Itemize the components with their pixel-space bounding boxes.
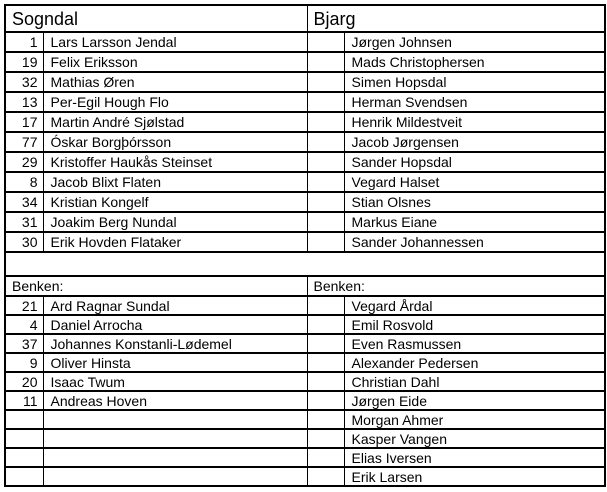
player-number-cell[interactable] [307, 410, 344, 429]
player-number-cell[interactable] [5, 410, 43, 429]
starter-row [5, 112, 605, 132]
starter-row [5, 92, 605, 112]
player-number-cell[interactable] [307, 32, 344, 52]
player-number-cell[interactable]: 34 [5, 192, 43, 212]
player-number-cell[interactable] [307, 172, 344, 192]
starter-row [5, 32, 605, 52]
player-number-cell[interactable] [307, 353, 344, 372]
player-name-cell[interactable]: Sander Johannessen [344, 232, 605, 252]
bench-section [5, 296, 605, 486]
player-name-cell[interactable]: Kristian Kongelf [43, 192, 307, 212]
bench-row [5, 467, 605, 486]
player-name-cell[interactable]: Joakim Berg Nundal [43, 212, 307, 232]
player-name-cell[interactable]: Jacob Blixt Flaten [43, 172, 307, 192]
player-name-cell[interactable]: Martin André Sjølstad [43, 112, 307, 132]
player-name-cell[interactable]: Ard Ragnar Sundal [43, 296, 307, 315]
bench-row [5, 334, 605, 353]
player-number-cell[interactable] [5, 467, 43, 486]
player-name-cell[interactable]: Even Rasmussen [344, 334, 605, 353]
player-number-cell[interactable]: 8 [5, 172, 43, 192]
player-name-cell[interactable]: Erik Hovden Flataker [43, 232, 307, 252]
player-number-cell[interactable] [5, 429, 43, 448]
player-name-cell[interactable]: Alexander Pedersen [344, 353, 605, 372]
separator-row [5, 252, 605, 276]
player-name-cell[interactable]: Andreas Hoven [43, 391, 307, 410]
player-number-cell[interactable] [307, 296, 344, 315]
team-header-sogndal[interactable]: Sogndal [5, 5, 307, 32]
bench-row [5, 391, 605, 410]
player-number-cell[interactable]: 30 [5, 232, 43, 252]
player-number-cell[interactable] [307, 467, 344, 486]
player-number-cell[interactable] [307, 391, 344, 410]
player-number-cell[interactable] [5, 448, 43, 467]
player-name-cell[interactable]: Morgan Ahmer [344, 410, 605, 429]
player-name-cell[interactable] [43, 448, 307, 467]
player-name-cell[interactable]: Mathias Øren [43, 72, 307, 92]
bench-row [5, 315, 605, 334]
player-name-cell[interactable]: Mads Christophersen [344, 52, 605, 72]
starter-row [5, 192, 605, 212]
player-name-cell[interactable]: Kasper Vangen [344, 429, 605, 448]
bench-row [5, 353, 605, 372]
player-name-cell[interactable]: Erik Larsen [344, 467, 605, 486]
player-name-cell[interactable]: Henrik Mildestveit [344, 112, 605, 132]
player-name-cell[interactable]: Christian Dahl [344, 372, 605, 391]
player-number-cell[interactable]: 37 [5, 334, 43, 353]
starter-row [5, 212, 605, 232]
player-name-cell[interactable]: Jørgen Johnsen [344, 32, 605, 52]
player-number-cell[interactable]: 9 [5, 353, 43, 372]
separator-cell[interactable] [5, 252, 605, 276]
player-number-cell[interactable] [307, 212, 344, 232]
player-name-cell[interactable]: Jørgen Eide [344, 391, 605, 410]
player-name-cell[interactable]: Herman Svendsen [344, 92, 605, 112]
player-name-cell[interactable]: Felix Eriksson [43, 52, 307, 72]
player-number-cell[interactable]: 31 [5, 212, 43, 232]
starter-row [5, 152, 605, 172]
player-name-cell[interactable]: Markus Eiane [344, 212, 605, 232]
player-number-cell[interactable]: 17 [5, 112, 43, 132]
team-header-row [5, 5, 605, 32]
starter-row [5, 172, 605, 192]
player-name-cell[interactable]: Simen Hopsdal [344, 72, 605, 92]
bench-divider-section [5, 252, 605, 296]
player-number-cell[interactable]: 29 [5, 152, 43, 172]
player-number-cell[interactable]: 1 [5, 32, 43, 52]
player-name-cell[interactable]: Jacob Jørgensen [344, 132, 605, 152]
player-name-cell[interactable]: Lars Larsson Jendal [43, 32, 307, 52]
player-name-cell[interactable]: Johannes Konstanli-Lødemel [43, 334, 307, 353]
player-name-cell[interactable] [43, 429, 307, 448]
teamsheet-table [4, 4, 606, 487]
starter-row [5, 72, 605, 92]
player-name-cell[interactable]: Kristoffer Haukås Steinset [43, 152, 307, 172]
player-name-cell[interactable]: Stian Olsnes [344, 192, 605, 212]
team-header-bjarg[interactable]: Bjarg [307, 5, 605, 32]
player-number-cell[interactable]: 13 [5, 92, 43, 112]
bench-row [5, 372, 605, 391]
bench-row [5, 448, 605, 467]
player-name-cell[interactable]: Vegard Halset [344, 172, 605, 192]
starters-section [5, 32, 605, 252]
player-number-cell[interactable] [307, 448, 344, 467]
player-number-cell[interactable]: 20 [5, 372, 43, 391]
bench-header-bjarg[interactable]: Benken: [307, 276, 605, 296]
player-name-cell[interactable]: Sander Hopsdal [344, 152, 605, 172]
player-name-cell[interactable]: Daniel Arrocha [43, 315, 307, 334]
player-number-cell[interactable]: 4 [5, 315, 43, 334]
player-name-cell[interactable]: Emil Rosvold [344, 315, 605, 334]
player-number-cell[interactable]: 11 [5, 391, 43, 410]
player-name-cell[interactable]: Per-Egil Hough Flo [43, 92, 307, 112]
player-number-cell[interactable] [307, 72, 344, 92]
starter-row [5, 232, 605, 252]
player-number-cell[interactable] [307, 372, 344, 391]
player-number-cell[interactable]: 21 [5, 296, 43, 315]
player-number-cell[interactable] [307, 232, 344, 252]
player-number-cell[interactable] [307, 92, 344, 112]
player-number-cell[interactable] [307, 152, 344, 172]
player-name-cell[interactable] [43, 467, 307, 486]
player-number-cell[interactable]: 77 [5, 132, 43, 152]
player-number-cell[interactable] [307, 334, 344, 353]
player-number-cell[interactable] [307, 192, 344, 212]
bench-header-row [5, 276, 605, 296]
player-number-cell[interactable]: 32 [5, 72, 43, 92]
header-section [5, 5, 605, 32]
player-number-cell[interactable] [307, 315, 344, 334]
starter-row [5, 52, 605, 72]
player-name-cell[interactable]: Oliver Hinsta [43, 353, 307, 372]
bench-row [5, 296, 605, 315]
player-number-cell[interactable] [307, 429, 344, 448]
player-name-cell[interactable]: Vegard Årdal [344, 296, 605, 315]
starter-row [5, 132, 605, 152]
player-name-cell[interactable]: Elias Iversen [344, 448, 605, 467]
bench-header-sogndal[interactable]: Benken: [5, 276, 307, 296]
player-number-cell[interactable] [307, 132, 344, 152]
bench-row [5, 429, 605, 448]
player-name-cell[interactable] [43, 410, 307, 429]
player-name-cell[interactable]: Óskar Borgþórsson [43, 132, 307, 152]
bench-row [5, 410, 605, 429]
player-number-cell[interactable] [307, 52, 344, 72]
player-number-cell[interactable]: 19 [5, 52, 43, 72]
player-number-cell[interactable] [307, 112, 344, 132]
player-name-cell[interactable]: Isaac Twum [43, 372, 307, 391]
